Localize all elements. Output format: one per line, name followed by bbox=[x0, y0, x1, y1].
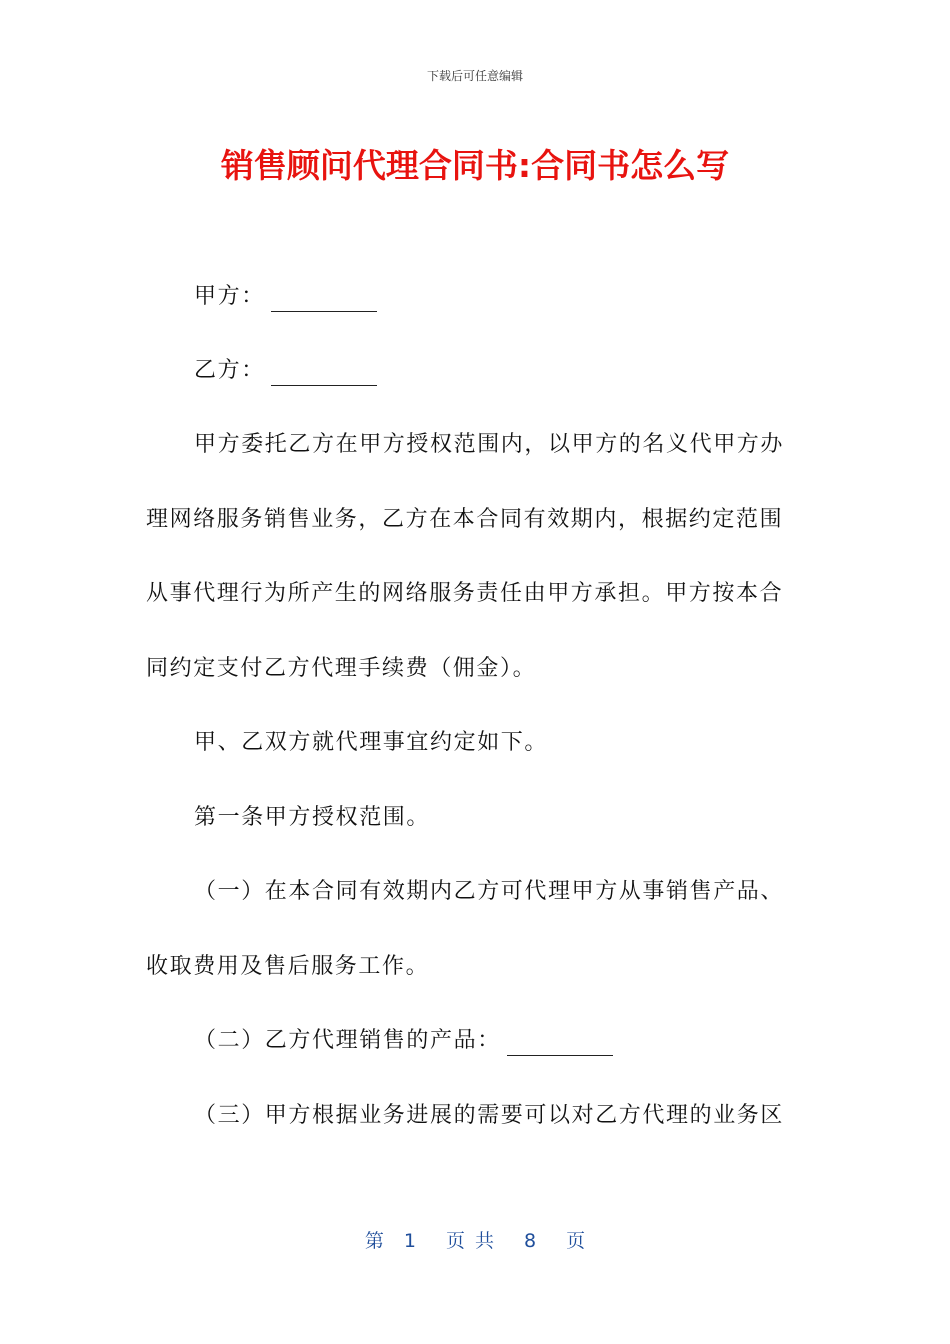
footer-current-page: 1 bbox=[403, 1230, 416, 1252]
party-a-label: 甲方： bbox=[194, 284, 265, 309]
paragraph-line: 从事代理行为所产生的网络服务责任由甲方承担。甲方按本合 bbox=[146, 581, 784, 606]
paragraph-line: 收取费用及售后服务工作。 bbox=[146, 954, 430, 979]
footer-prefix: 第 bbox=[364, 1230, 384, 1252]
paragraph-line: 甲、乙双方就代理事宜约定如下。 bbox=[194, 730, 549, 755]
header-note: 下载后可任意编辑 bbox=[426, 69, 523, 83]
footer-mid: 页共 bbox=[445, 1230, 504, 1252]
paragraph-line: 甲方委托乙方在甲方授权范围内，以甲方的名义代甲方办 bbox=[194, 432, 785, 457]
party-a-blank bbox=[271, 289, 377, 312]
footer-suffix: 页 bbox=[566, 1230, 586, 1252]
paragraph-line: （一）在本合同有效期内乙方可代理甲方从事销售产品、 bbox=[194, 879, 785, 904]
footer-total-pages: 8 bbox=[524, 1230, 537, 1252]
product-label: （二）乙方代理销售的产品： bbox=[194, 1028, 501, 1053]
paragraph-line: 理网络服务销售业务，乙方在本合同有效期内，根据约定范围 bbox=[146, 507, 784, 532]
document-title: 销售顾问代理合同书:合同书怎么写 bbox=[220, 146, 730, 185]
party-b-line bbox=[194, 356, 377, 386]
product-line bbox=[194, 1026, 613, 1056]
page-footer bbox=[0, 1226, 950, 1253]
party-a-line bbox=[194, 282, 377, 312]
article-title: 第一条甲方授权范围。 bbox=[194, 805, 431, 830]
paragraph-line: 同约定支付乙方代理手续费（佣金）。 bbox=[146, 656, 537, 681]
paragraph-line: （三）甲方根据业务进展的需要可以对乙方代理的业务区 bbox=[194, 1103, 785, 1128]
party-b-label: 乙方： bbox=[194, 358, 265, 383]
party-b-blank bbox=[271, 363, 377, 386]
product-blank bbox=[507, 1033, 613, 1056]
